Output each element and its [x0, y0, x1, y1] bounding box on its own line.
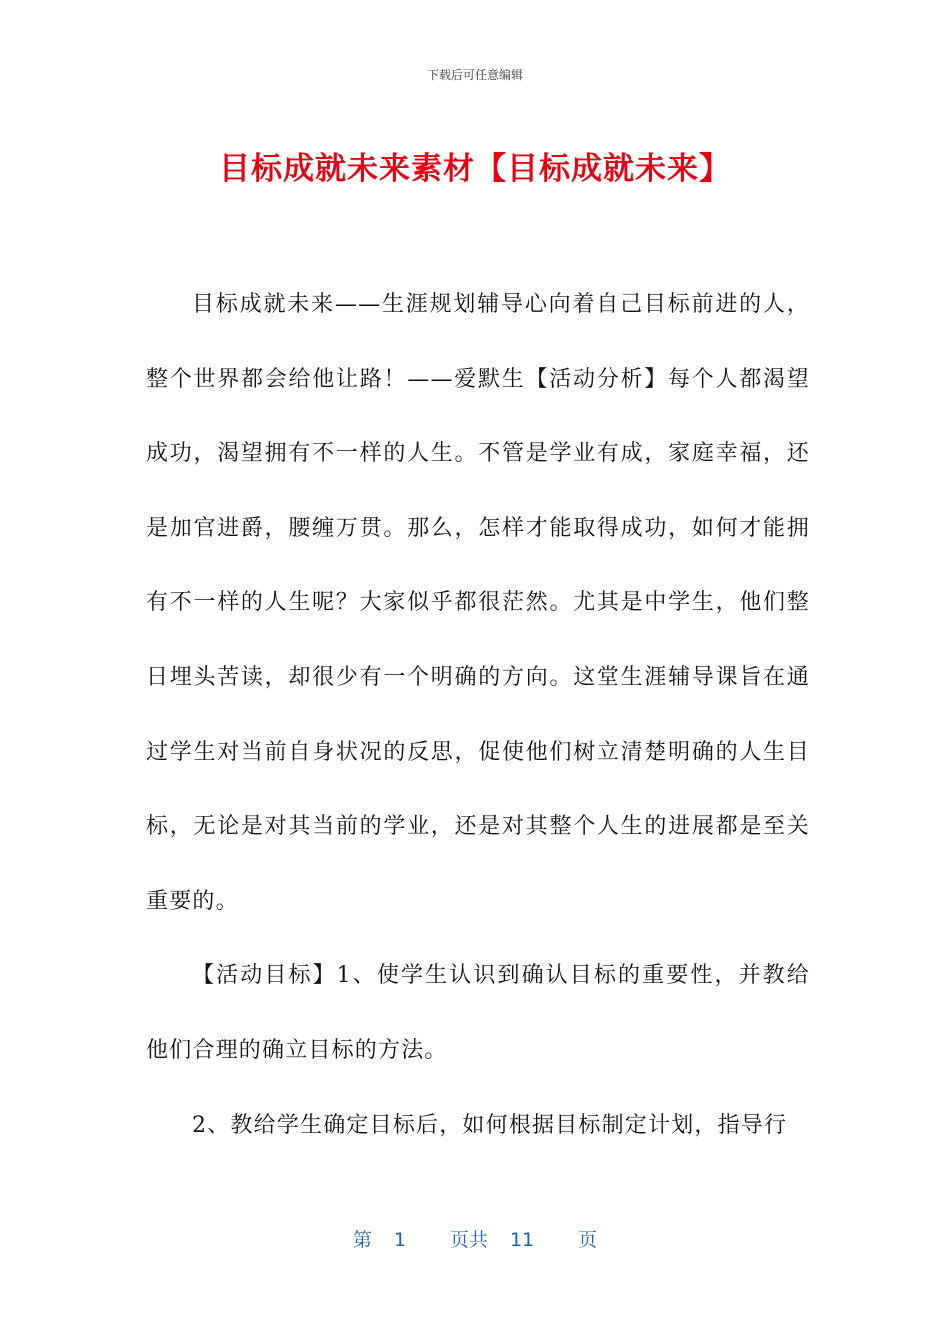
paragraph: 目标成就未来——生涯规划辅导心向着自己目标前进的人，整个世界都会给他让路！——爱默生【活动分析】每个人都渴望成功，渴望拥有不一样的人生。不管是学业有成，家庭幸福，还是加官进爵，腰缠万贯。那么，怎样才能取得成功，如何才能拥有不一样的人生呢？大家似乎都很茫然。尤其是中学生，他们整日埋头苦读，却很少有一个明确的方向。这堂生涯辅导课旨在通过学生对当前自身状况的反思，促使他们树立清楚明确的人生目标，无论是对其当前的学业，还是对其整个人生的进展都是至关重要的。: [146, 292, 810, 914]
footer-page-number: 1: [393, 1229, 406, 1251]
header-note: 下载后可任意编辑: [426, 68, 523, 82]
document-body: [146, 268, 810, 1163]
footer-prefix: 第: [352, 1229, 372, 1251]
paragraph: 2、教给学生确定目标后，如何根据目标制定计划，指导行: [192, 1112, 788, 1138]
paragraph: 【活动目标】1、使学生认识到确认目标的重要性，并教给他们合理的确立目标的方法。: [146, 963, 810, 1063]
footer-total-pages: 11: [509, 1229, 535, 1251]
footer-suffix: 页: [578, 1229, 598, 1251]
footer-middle: 页共: [449, 1229, 488, 1251]
page-footer: [0, 1225, 950, 1252]
document-title: 目标成就未来素材【目标成就未来】: [219, 151, 731, 187]
